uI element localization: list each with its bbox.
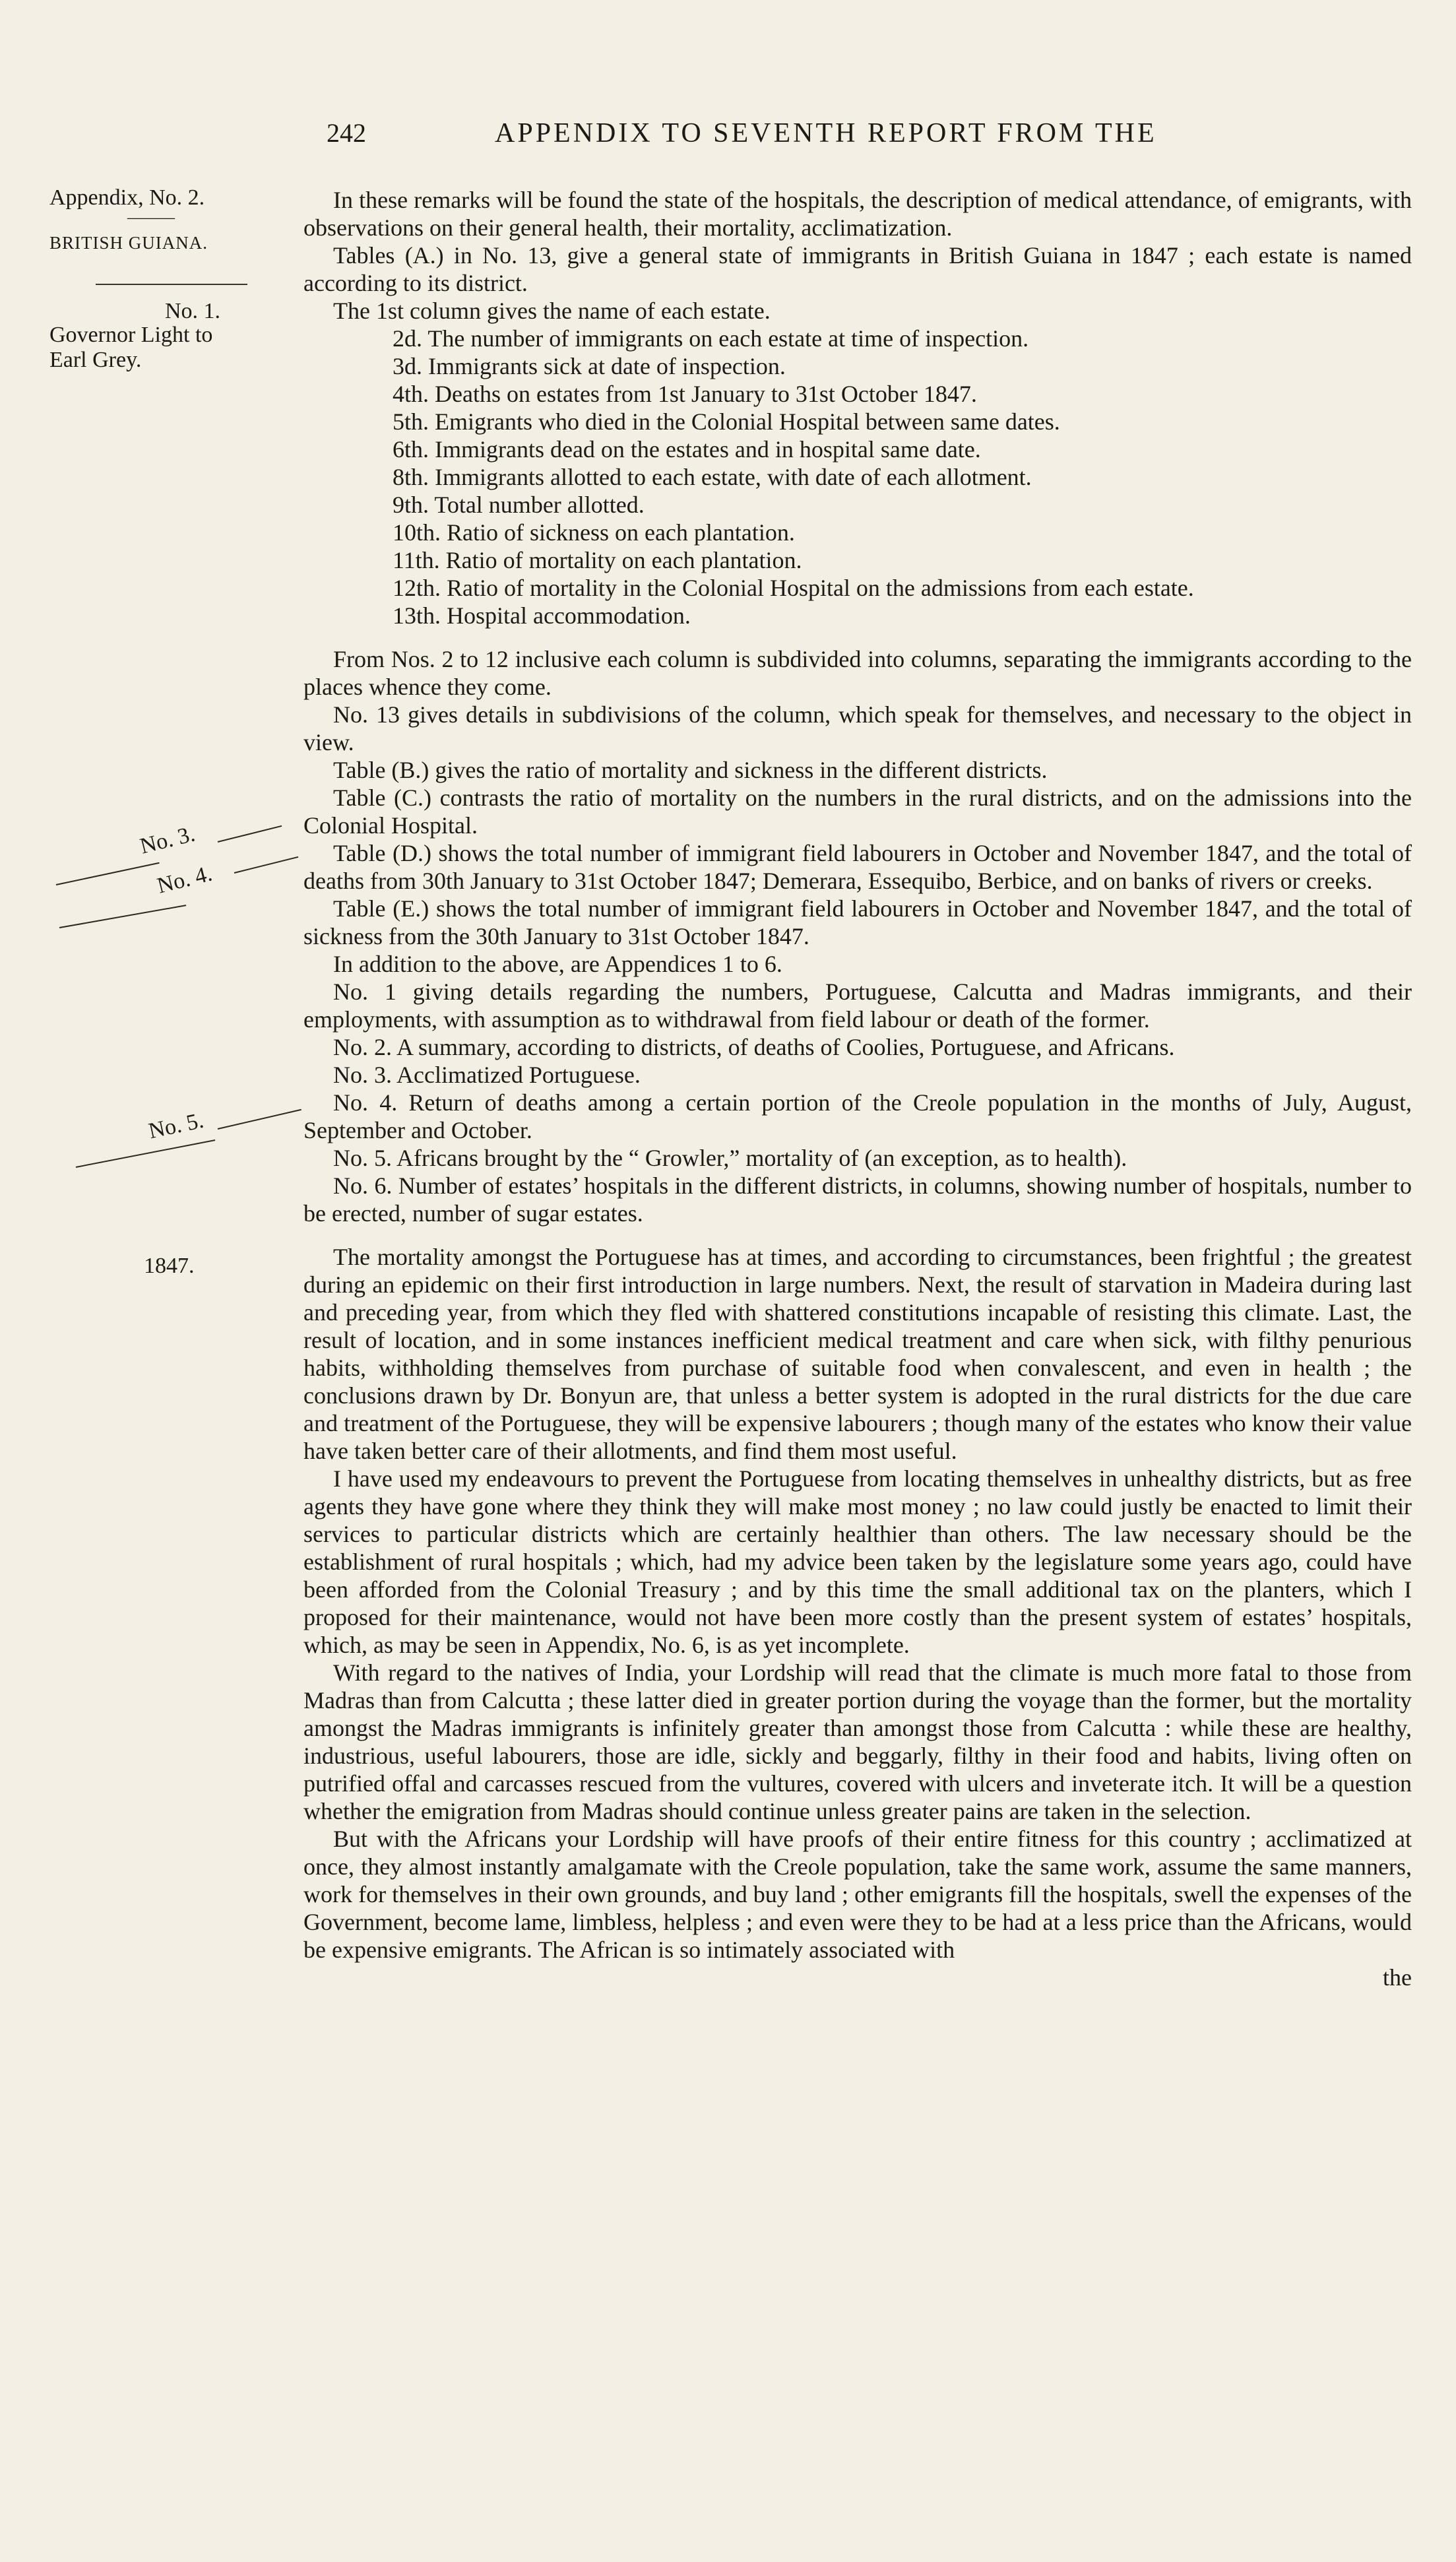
margin-dash: ———	[127, 209, 175, 226]
margin-colony: BRITISH GUIANA.	[49, 233, 208, 253]
paragraph: No. 4. Return of deaths among a certain portion of the Creole population in the months of July, August, September and October.	[303, 1089, 1412, 1143]
main-text	[303, 186, 1412, 1991]
paragraph: Table (B.) gives the ratio of mortality and sickness in the different districts.	[333, 757, 1048, 783]
paragraph: From Nos. 2 to 12 inclusive each column is subdivided into columns, separating the immigrants according to the places whence they come.	[303, 646, 1412, 700]
paragraph: The mortality amongst the Portuguese has at times, and according to circumstances, been frightful ; the greatest during an epidemic on their first introduction in large numbers. Next, the result of starvation in Madeira during last and preceding year, from which they fled with shattered constitutions incapable of resisting this climate. Last, the result of location, and in some instances inefficient medical treatment and care when sick, with filthy penurious habits, withholding themselves from purchase of suitable food when convalescent, and even in health ; the conclusions drawn by Dr. Bonyun are, that unless a better system is adopted in the rural districts for the due care and treatment of the Portuguese, they will be expensive labourers ; though many of the estates who know their value have taken better care of their allotments, and find them most useful.	[303, 1244, 1412, 1464]
list-item: 3d. Immigrants sick at date of inspection.	[393, 353, 786, 379]
list-item: 12th. Ratio of mortality in the Colonial Hospital on the admissions from each estate.	[393, 575, 1194, 601]
paragraph: But with the Africans your Lordship will have proofs of their entire fitness for this country ; acclimatized at once, they almost instantly amalgamate with the Creole population, take the same work, assume the same manners, work for themselves in their own grounds, and buy land ; other emigrants fill the hospitals, swell the expenses of the Government, become lame, limbless, helpless ; and even were they to be had at a less price than the Africans, would be expensive emigrants. The African is so intimately associated with	[303, 1826, 1412, 1963]
paragraph: Tables (A.) in No. 13, give a general state of immigrants in British Guiana in 1847 ; each estate is named according to its district.	[303, 242, 1412, 296]
margin-number: No. 1.	[165, 299, 221, 323]
paragraph: Table (D.) shows the total number of immigrant field labourers in October and November 1847, and the total of deaths from 30th January to 31st October 1847; Demerara, Essequibo, Berbice, and on banks of rivers or creeks.	[303, 840, 1412, 894]
paragraph: No. 2. A summary, according to districts, of deaths of Coolies, Portuguese, and Africans.	[333, 1034, 1175, 1060]
paragraph: In addition to the above, are Appendices 1 to 6.	[333, 951, 782, 977]
paragraph: No. 1 giving details regarding the numbers, Portuguese, Calcutta and Madras immigrants, and their employments, with assumption as to withdrawal from field labour or death of the former.	[303, 978, 1412, 1033]
running-title: APPENDIX TO SEVENTH REPORT FROM THE	[495, 118, 1157, 148]
ref-pointer-line	[56, 862, 160, 885]
list-item: 8th. Immigrants allotted to each estate, with date of each allotment.	[393, 464, 1032, 490]
paragraph: No. 13 gives details in subdivisions of the column, which speak for themselves, and necessary to the object in view.	[303, 701, 1412, 755]
paragraph: With regard to the natives of India, your Lordship will read that the climate is much more fatal to those from Madras than from Calcutta ; these latter died in greater portion during the voyage than the former, but the mortality amongst the Madras immigrants is infinitely greater than amongst those from Calcutta : while these are healthy, industrious, useful labourers, those are idle, sickly and beggarly, filthy in their food and habits, living often on putrified offal and carcasses rescued from the vultures, covered with ulcers and inveterate itch. It will be a question whether the emigration from Madras should continue unless greater pains are taken in the selection.	[303, 1659, 1412, 1824]
ref-pointer-line	[218, 1109, 301, 1130]
margin-ref-no4: No. 4.	[154, 861, 215, 899]
paragraph: I have used my endeavours to prevent the Portuguese from locating themselves in unhealthy districts, but as free agents they have gone where they think they will make most money ; no law could justly be enacted to limit their services to particular districts which are certainly healthier than others. The law necessary should be the establishment of rural hospitals ; which, had my advice been taken by the legislature some years ago, could have been afforded from the Colonial Treasury ; and by this time the small additional tax on the planters, which I proposed for their maintenance, would not have been more costly than the present system of estates’ hospitals, which, as may be seen in Appendix, No. 6, is as yet incomplete.	[303, 1465, 1412, 1658]
list-item: 4th. Deaths on estates from 1st January to 31st October 1847.	[393, 381, 977, 407]
margin-ref-no5: No. 5.	[146, 1108, 206, 1144]
list-item: 5th. Emigrants who died in the Colonial Hospital between same dates.	[393, 408, 1060, 435]
page-number: 242	[327, 118, 366, 148]
ref-pointer-line	[234, 856, 299, 874]
ref-pointer-line	[59, 905, 186, 928]
margin-rule	[96, 284, 247, 285]
paragraph: No. 3. Acclimatized Portuguese.	[333, 1062, 641, 1088]
paragraph: Table (E.) shows the total number of immigrant field labourers in October and November 1847, and the total of sickness from the 30th January to 31st October 1847.	[303, 895, 1412, 949]
margin-year: 1847.	[144, 1254, 195, 1278]
list-item: 10th. Ratio of sickness on each plantation.	[393, 519, 795, 546]
list-item: 6th. Immigrants dead on the estates and in hospital same date.	[393, 436, 981, 463]
list-item: 11th. Ratio of mortality on each plantation.	[393, 547, 802, 573]
list-item: 9th. Total number allotted.	[393, 492, 645, 518]
margin-appendix-label: Appendix, No. 2.	[49, 185, 205, 210]
list-item: 13th. Hospital accommodation.	[393, 602, 691, 629]
paragraph: In these remarks will be found the state of the hospitals, the description of medical attendance, of emigrants, with observations on their general health, their mortality, acclimatization.	[303, 187, 1412, 241]
paragraph: No. 6. Number of estates’ hospitals in the different districts, in columns, showing number of hospitals, number to be erected, number of sugar estates.	[303, 1172, 1412, 1227]
ref-pointer-line	[218, 825, 282, 843]
catchword: the	[1383, 1964, 1412, 1991]
paragraph: No. 5. Africans brought by the “ Growler,” mortality of (an exception, as to health).	[333, 1145, 1127, 1171]
column-list	[303, 325, 1412, 629]
list-item: 2d. The number of immigrants on each estate at time of inspection.	[393, 325, 1029, 352]
margin-ref-no3: No. 3.	[137, 821, 198, 859]
page-header	[284, 117, 1405, 157]
margin-from: Governor Light to	[49, 323, 213, 347]
paragraph: Table (C.) contrasts the ratio of mortality on the numbers in the rural districts, and on the admissions into the Colonial Hospital.	[303, 785, 1412, 839]
margin-to: Earl Grey.	[49, 348, 142, 372]
paragraph: The 1st column gives the name of each estate.	[333, 298, 771, 324]
ref-pointer-line	[76, 1139, 215, 1168]
